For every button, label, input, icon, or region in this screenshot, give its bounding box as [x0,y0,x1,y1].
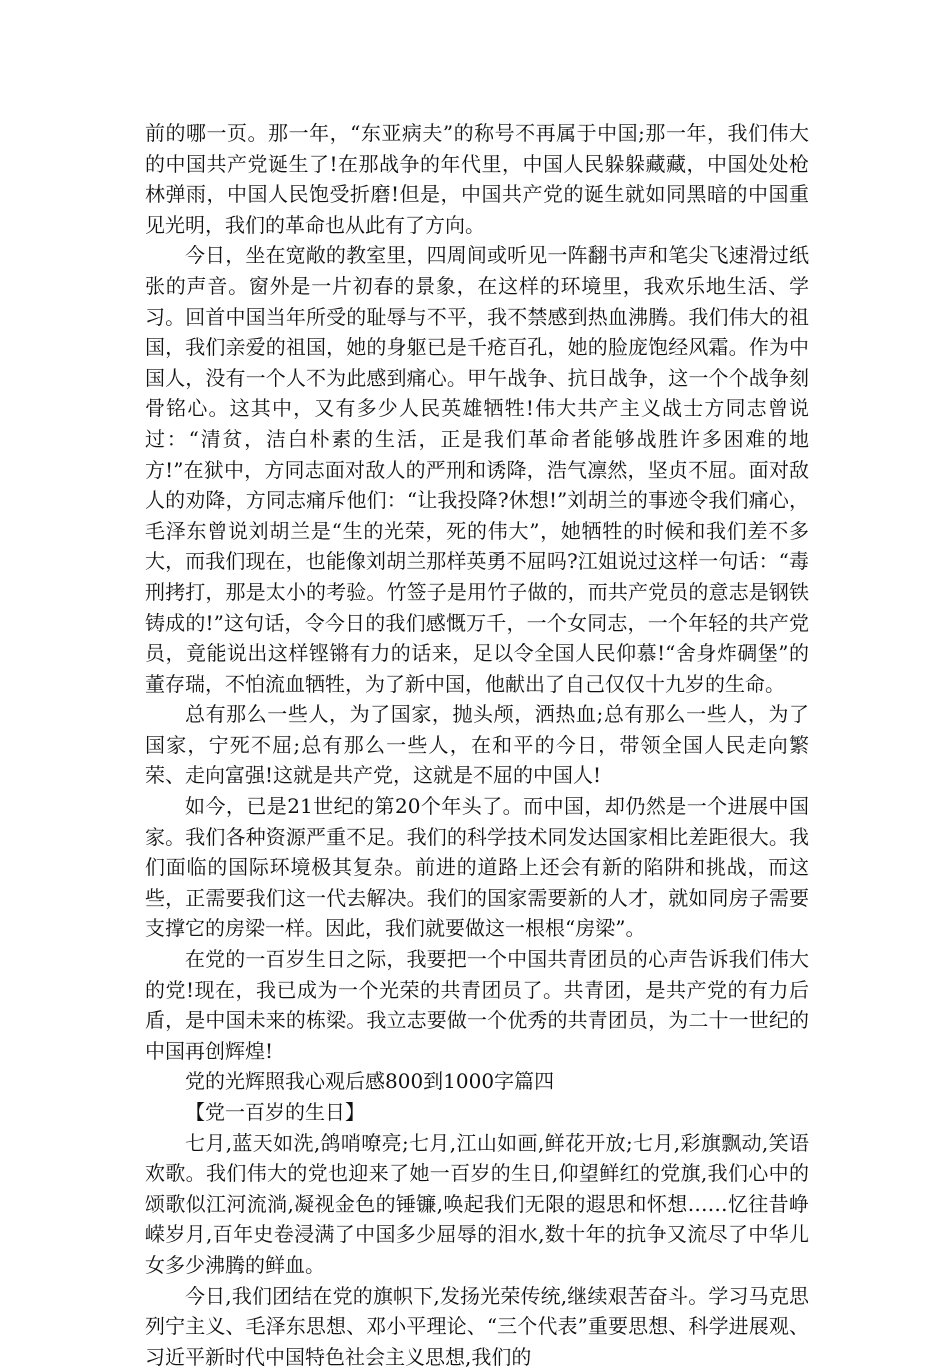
paragraph-3: 总有那么一些人，为了国家，抛头颅，洒热血;总有那么一些人，为了国家，宁死不屈;总有那么一些人，在和平的今日，带领全国人民走向繁荣、走向富强!这就是共产党，这就是不屈的中国人! [145,702,809,788]
paragraph-2: 今日，坐在宽敞的教室里，四周间或听见一阵翻书声和笔尖飞速滑过纸张的声音。窗外是一片初春的景象，在这样的环境里，我欢乐地生活、学习。回首中国当年所受的耻辱与不平，我不禁感到热血沸腾。我们伟大的祖国，我们亲爱的祖国，她的身躯已是千疮百孔，她的脸庞饱经风霜。作为中国人，没有一个人不为此感到痛心。甲午战争、抗日战争，这一个个战争刻骨铭心。这其中，又有多少人民英雄牺牲!伟大共产主义战士方同志曾说过：“清贫，洁白朴素的生活，正是我们革命者能够战胜许多困难的地方!”在狱中，方同志面对敌人的严刑和诱降，浩气凛然，坚贞不屈。面对敌人的劝降，方同志痛斥他们：“让我投降?休想!”刘胡兰的事迹令我们痛心，毛泽东曾说刘胡兰是“生的光荣，死的伟大”，她牺牲的时候和我们差不多大，而我们现在，也能像刘胡兰那样英勇不屈吗?江姐说过这样一句话：“毒刑拷打，那是太小的考验。竹签子是用竹子做的，而共产党员的意志是钢铁铸成的!”这句话，令今日的我们感慨万千，一个女同志，一个年轻的共产党员，竟能说出这样铿锵有力的话来，足以令全国人民仰慕!“舍身炸碉堡”的董存瑞，不怕流血牺牲，为了新中国，他献出了自己仅仅十九岁的生命。 [145,243,809,696]
paragraph-6: 七月,蓝天如洗,鸽哨嘹亮;七月,江山如画,鲜花开放;七月,彩旗飘动,笑语欢歌。我们伟大的党也迎来了她一百岁的生日,仰望鲜红的党旗,我们心中的颂歌似江河流淌,凝视金色的锤镰,唤起我们无限的遐思和怀想……忆往昔峥嵘岁月,百年史卷浸满了中国多少屈辱的泪水,数十年的抗争又流尽了中华儿女多少沸腾的鲜血。 [145,1130,809,1277]
paragraph-7: 今日,我们团结在党的旗帜下,发扬光荣传统,继续艰苦奋斗。学习马克思列宁主义、毛泽东思想、邓小平理论、“三个代表”重要思想、科学进展观、习近平新时代中国特色社会主义思想,我们的 [145,1283,809,1369]
section-subtitle: 【党一百岁的生日】 [185,1100,365,1124]
section-title: 党的光辉照我心观后感800到1000字篇四 [185,1069,555,1094]
document-page [145,118,809,1372]
paragraph-4: 如今，已是21世纪的第20个年头了。而中国，却仍然是一个进展中国家。我们各种资源严重不足。我们的科学技术同发达国家相比差距很大。我们面临的国际环境极其复杂。前进的道路上还会有新的陷阱和挑战，而这些，正需要我们这一代去解决。我们的国家需要新的人才，就如同房子需要支撑它的房梁一样。因此，我们就要做这一根根“房梁”。 [145,794,809,941]
paragraph-1: 前的哪一页。那一年，“东亚病夫”的称号不再属于中国;那一年，我们伟大的中国共产党诞生了!在那战争的年代里，中国人民躲躲藏藏，中国处处枪林弹雨，中国人民饱受折磨!但是，中国共产党的诞生就如同黑暗的中国重见光明，我们的革命也从此有了方向。 [145,121,809,237]
paragraph-5: 在党的一百岁生日之际，我要把一个中国共青团员的心声告诉我们伟大的党!现在，我已成为一个光荣的共青团员了。共青团，是共产党的有力后盾，是中国未来的栋梁。我立志要做一个优秀的共青团员，为二十一世纪的中国再创辉煌! [145,947,809,1063]
